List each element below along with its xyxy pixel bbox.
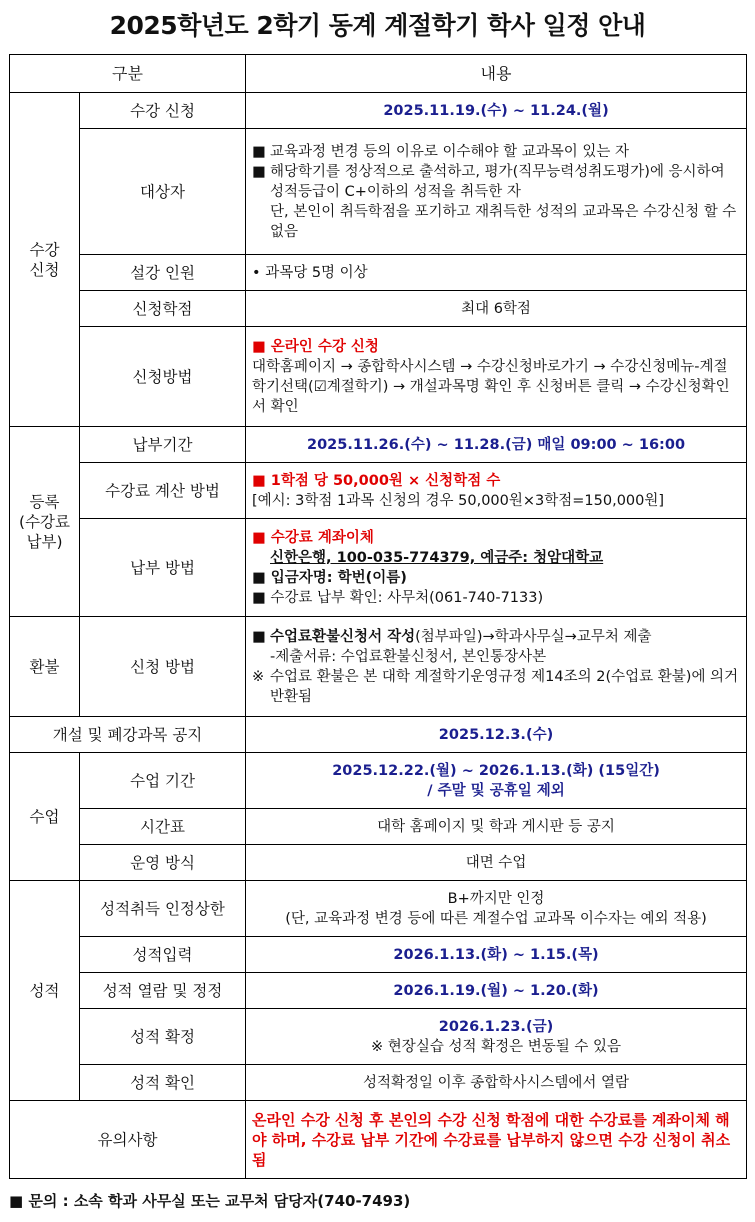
row-label: 수업 기간	[80, 753, 246, 809]
grade-confirm-content: 2026.1.23.(금) ※ 현장실습 성적 확정은 변동될 수 있음	[246, 1009, 747, 1065]
table-row	[10, 327, 747, 427]
square-bullet-icon: ■	[252, 472, 271, 489]
row-label: 성적입력	[80, 937, 246, 973]
table-row	[10, 717, 747, 753]
refund-content: ■ 수업료환불신청서 작성(첨부파일)→학과사무실→교무처 제출 -제출서류: 수업료환불신청서, 본인통장사본 ※ 수업료 환불은 본 대학 계절학기운영규정 제14조의 2(수업료 환불)에 의거 반환됨	[246, 617, 747, 717]
table-row	[10, 427, 747, 463]
caution-value: 온라인 수강 신청 후 본인의 수강 신청 학점에 대한 수강료를 계좌이체 해야 하며, 수강료 납부 기간에 수강료를 납부하지 않으면 수강 신청이 취소 됨	[246, 1101, 747, 1179]
row-label: 납부기간	[80, 427, 246, 463]
square-bullet-icon: ■	[252, 143, 266, 160]
fee-calc-content: ■ 1학점 당 50,000원 × 신청학점 수 [예시: 3학점 1과목 신청의 경우 50,000원×3학점=150,000원]	[246, 463, 747, 519]
table-row	[10, 255, 747, 291]
grade-check-value: 성적확정일 이후 종합학사시스템에서 열람	[246, 1065, 747, 1101]
contact-footer: ■ 문의 : 소속 학과 사무실 또는 교무처 담당자(740-7493)	[9, 1192, 411, 1210]
square-bullet-icon: ■	[252, 628, 266, 645]
grade-cap-content: B+까지만 인정 (단, 교육과정 변경 등에 따른 계절수업 교과목 이수자는 예외 적용)	[246, 881, 747, 937]
row-label: 대상자	[80, 129, 246, 255]
table-row	[10, 973, 747, 1009]
row-label: 성적 확정	[80, 1009, 246, 1065]
square-bullet-icon: ■	[252, 163, 266, 180]
row-label: 성적 확인	[80, 1065, 246, 1101]
timetable-value: 대학 홈페이지 및 학과 게시판 등 공지	[246, 809, 747, 845]
capacity-content: • 과목당 5명 이상	[246, 255, 747, 291]
page-title: 2025학년도 2학기 동계 계절학기 학사 일정 안내	[109, 11, 646, 40]
table-row	[10, 93, 747, 129]
row-label: 신청학점	[80, 291, 246, 327]
table-row	[10, 809, 747, 845]
fee-example: [예시: 3학점 1과목 신청의 경우 50,000원×3학점=150,000원]	[252, 492, 665, 509]
target-content: ■ 교육과정 변경 등의 이유로 이수해야 할 교과목이 있는 자 ■ 해당학기를 정상적으로 출석하고, 평가(직무능력성취도평가)에 응시하여 성적등급이 C+이하의 성적을 취득한 자 단, 본인이 취득학점을 포기하고 재취득한 성적의 교과목은 수강신청 할 수 없음	[246, 129, 747, 255]
credits-value: 최대 6학점	[246, 291, 747, 327]
row-label: 신청방법	[80, 327, 246, 427]
target-note: 단, 본인이 취득학점을 포기하고 재취득한 성적의 교과목은 수강신청 할 수 없음	[270, 203, 737, 240]
row-label: 유의사항	[10, 1101, 246, 1179]
table-row	[10, 881, 747, 937]
reference-mark-icon: ※	[252, 668, 265, 685]
pay-period-value: 2025.11.26.(수) ~ 11.28.(금) 매일 09:00 ~ 16:00	[246, 427, 747, 463]
table-row	[10, 1101, 747, 1179]
square-bullet-icon: ■	[252, 569, 271, 586]
method-content: ■ 온라인 수강 신청 대학홈페이지 → 종합학사시스템 → 수강신청바로가기 → 수강신청메뉴-계절학기선택(☑계절학기) → 개설과목명 확인 후 신청버튼 클릭 → 수강신청확인서 확인	[246, 327, 747, 427]
row-label: 운영 방식	[80, 845, 246, 881]
group-suup: 수업	[10, 753, 80, 881]
table-header-row	[10, 55, 747, 93]
bank-account: 신한은행, 100-035-774379, 예금주: 청암대학교	[270, 549, 604, 566]
row-label: 성적 열람 및 정정	[80, 973, 246, 1009]
table-row	[10, 1009, 747, 1065]
refund-docs: -제출서류: 수업료환불신청서, 본인통장사본	[270, 648, 547, 665]
group-sugang: 수강 신청	[10, 93, 80, 427]
group-deungrok: 등록 (수강료 납부)	[10, 427, 80, 617]
table-row	[10, 753, 747, 809]
table-row	[10, 463, 747, 519]
notice-value: 2025.12.3.(수)	[246, 717, 747, 753]
row-label: 설강 인원	[80, 255, 246, 291]
grade-review-value: 2026.1.19.(월) ~ 1.20.(화)	[246, 973, 747, 1009]
row-label: 신청 방법	[80, 617, 246, 717]
row-label: 성적취득 인정상한	[80, 881, 246, 937]
table-row	[10, 519, 747, 617]
table-row	[10, 291, 747, 327]
operation-value: 대면 수업	[246, 845, 747, 881]
table-row	[10, 1065, 747, 1101]
table-row	[10, 617, 747, 717]
row-label: 시간표	[80, 809, 246, 845]
square-bullet-icon: ■	[252, 338, 271, 355]
square-bullet-icon: ■	[252, 589, 271, 606]
table-row	[10, 129, 747, 255]
class-period-content: 2025.12.22.(월) ~ 2026.1.13.(화) (15일간) / 주말 및 공휴일 제외	[246, 753, 747, 809]
header-content: 내용	[246, 55, 747, 93]
grade-input-value: 2026.1.13.(화) ~ 1.15.(목)	[246, 937, 747, 973]
sugang-period-value: 2025.11.19.(수) ~ 11.24.(월)	[246, 93, 747, 129]
method-steps: 대학홈페이지 → 종합학사시스템 → 수강신청바로가기 → 수강신청메뉴-계절학기선택(☑계절학기) → 개설과목명 확인 후 신청버튼 클릭 → 수강신청확인서 확인	[252, 358, 730, 415]
group-hwanbul: 환불	[10, 617, 80, 717]
dot-bullet-icon: •	[252, 264, 266, 281]
header-category: 구분	[10, 55, 246, 93]
pay-method-content: ■ 수강료 계좌이체 신한은행, 100-035-774379, 예금주: 청암대학교 ■ 입금자명: 학번(이름) ■ 수강료 납부 확인: 사무처(061-740-7133)	[246, 519, 747, 617]
row-label: 수강 신청	[80, 93, 246, 129]
table-row	[10, 937, 747, 973]
row-label: 납부 방법	[80, 519, 246, 617]
schedule-table	[9, 54, 747, 1179]
group-seongjeok: 성적	[10, 881, 80, 1101]
table-row	[10, 845, 747, 881]
row-label: 개설 및 폐강과목 공지	[10, 717, 246, 753]
square-bullet-icon: ■	[252, 529, 271, 546]
row-label: 수강료 계산 방법	[80, 463, 246, 519]
